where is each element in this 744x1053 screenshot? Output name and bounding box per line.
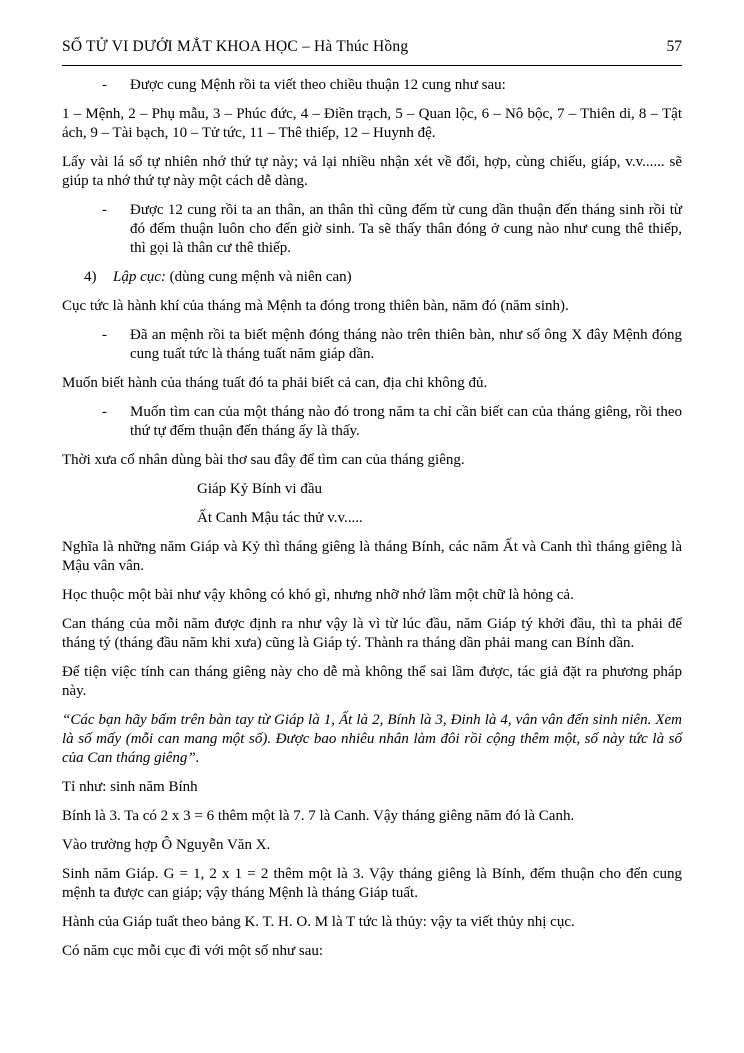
paragraph: Bính là 3. Ta có 2 x 3 = 6 thêm một là 7. 7 là Canh. Vậy tháng giêng năm đó là Canh. xyxy=(62,808,575,824)
bullet-item xyxy=(62,76,682,95)
verse-line: Giáp Kỷ Bính vi đầu xyxy=(197,481,322,497)
paragraph: 1 – Mệnh, 2 – Phụ mẫu, 3 – Phúc đức, 4 – Điền trạch, 5 – Quan lộc, 6 – Nô bộc, 7 – Thiên di, 8 – Tật ách, 9 – Tài bạch, 10 – Tử tức, 11 – Thê thiếp, 12 – Huynh đệ. xyxy=(62,106,682,141)
book-title: SỐ TỬ VI DƯỚI MẮT KHOA HỌC – Hà Thúc Hồng xyxy=(62,38,409,55)
paragraph: Nghĩa là những năm Giáp và Kỷ thì tháng giêng là tháng Bính, các năm Ất và Canh thì tháng giêng là Mậu vân vân. xyxy=(62,539,682,574)
paragraph: Hành của Giáp tuất theo bảng K. T. H. O. M là T tức là thủy: vậy ta viết thủy nhị cục. xyxy=(62,914,575,930)
list-marker: - xyxy=(102,77,107,93)
page-header xyxy=(62,38,682,66)
paragraph: Tỉ như: sinh năm Bính xyxy=(62,779,198,795)
paragraph: Muốn biết hành của tháng tuất đó ta phải biết cả can, địa chi không đủ. xyxy=(62,375,488,391)
text-segment: (dùng cung mệnh và niên can) xyxy=(165,269,352,285)
bullet-item xyxy=(62,326,682,364)
italic-text-segment: Lập cục: xyxy=(113,269,166,285)
list-marker: - xyxy=(102,327,107,343)
paragraph: Sinh năm Giáp. G = 1, 2 x 1 = 2 thêm một là 3. Vậy tháng giêng là Bính, đếm thuận cho đến cung mệnh ta được can giáp; vậy tháng Mệnh là tháng Giáp tuất. xyxy=(62,866,682,901)
list-marker: - xyxy=(102,202,107,218)
bullet-item xyxy=(62,403,682,441)
list-marker: - xyxy=(102,404,107,420)
paragraph: “Các bạn hãy bấm trên bàn tay từ Giáp là 1, Ất là 2, Bính là 3, Đinh là 4, vân vân đến sinh niên. Xem là số mấy (mỗi can mang một số). Được bao nhiêu nhân làm đôi rồi cộng thêm một, số này tức là số của Can tháng giêng”. xyxy=(62,712,682,766)
paragraph: Lấy vài lá số tự nhiên nhớ thứ tự này; vả lại nhiều nhận xét về đối, hợp, cùng chiếu, giáp, v.v...... sẽ giúp ta nhớ thứ tự này một cách dễ dàng. xyxy=(62,154,682,189)
paragraph: Thời xưa cổ nhân dùng bài thơ sau đây để tìm can của tháng giêng. xyxy=(62,452,465,468)
page-number: 57 xyxy=(666,38,682,55)
list-item-text: Được cung Mệnh rồi ta viết theo chiều thuận 12 cung như sau: xyxy=(130,77,506,93)
paragraph: Cục tức là hành khí của tháng mà Mệnh ta đóng trong thiên bàn, năm đó (năm sinh). xyxy=(62,298,569,314)
paragraph: Để tiện việc tính can tháng giêng này cho dễ mà không thể sai lầm được, tác giả đặt ra phương pháp này. xyxy=(62,664,682,699)
list-marker: 4) xyxy=(84,269,97,285)
paragraph: Vào trường hợp Ô Nguyễn Văn X. xyxy=(62,837,271,853)
numbered-item xyxy=(62,268,682,287)
bullet-item xyxy=(62,201,682,258)
paragraph: Có năm cục mỗi cục đi với một số như sau: xyxy=(62,943,324,959)
list-item-text xyxy=(113,268,682,287)
list-item-text: Được 12 cung rồi ta an thân, an thân thì cũng đếm từ cung dần thuận đến tháng sinh rồi từ đó đếm thuận luôn cho đến giờ sinh. Ta sẽ thấy thân đóng ở cung nào như cung thê thiếp, thì gọi là thân cư thê thiếp. xyxy=(130,202,682,256)
paragraph: Học thuộc một bài như vậy không có khó gì, nhưng nhỡ nhớ lầm một chữ là hỏng cả. xyxy=(62,587,574,603)
list-item-text: Đã an mệnh rồi ta biết mệnh đóng tháng nào trên thiên bàn, như số ông X đây Mệnh đóng cung tuất tức là tháng tuất năm giáp dần. xyxy=(130,327,682,362)
paragraph: Can tháng của mỗi năm được định ra như vậy là vì từ lúc đầu, năm Giáp tý khởi đầu, thì ta phải để tháng tý (tháng đầu năm khi xưa) cũng là Giáp tý. Thành ra tháng dần phải mang can Bính dần. xyxy=(62,616,682,651)
page-content xyxy=(62,76,682,961)
list-item-text: Muốn tìm can của một tháng nào đó trong năm ta chỉ cần biết can của tháng giêng, rồi theo thứ tự đếm thuận đến tháng ấy là thấy. xyxy=(130,404,682,439)
verse-line: Ất Canh Mậu tác thử v.v..... xyxy=(197,510,363,526)
